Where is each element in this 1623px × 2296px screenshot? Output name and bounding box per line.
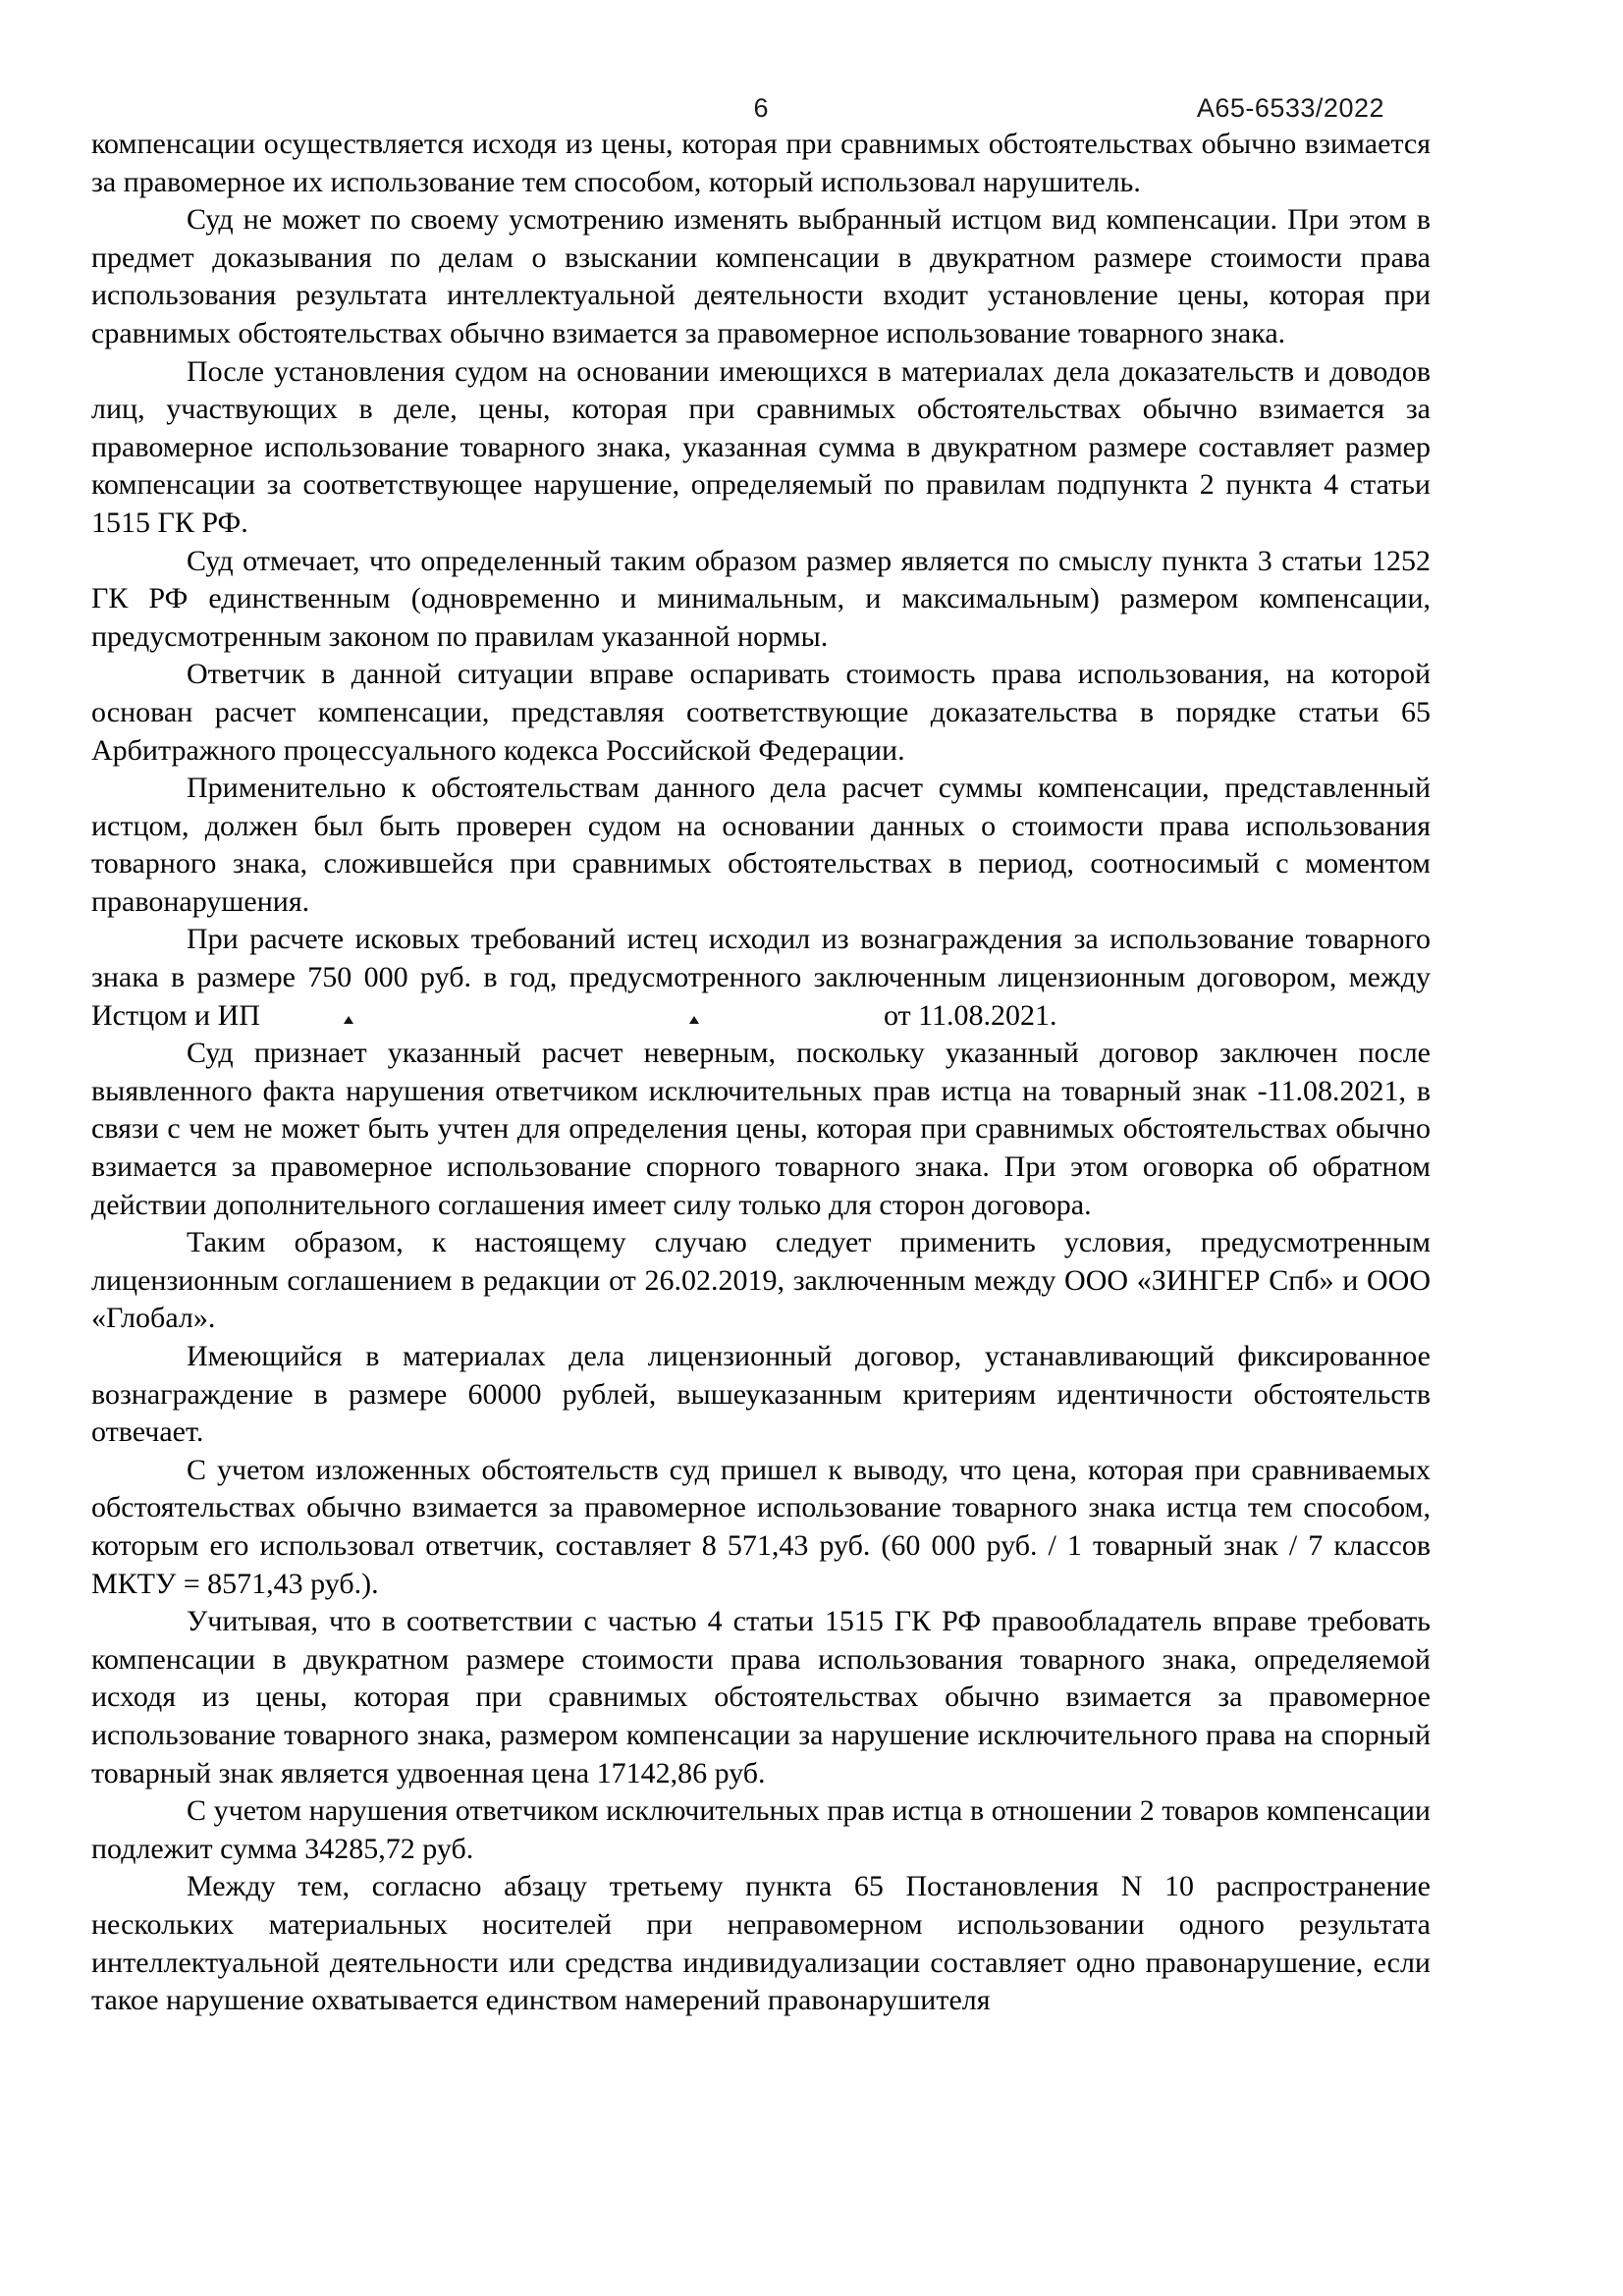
paragraph-text: При расчете исковых требований истец исходил из вознаграждения за использование товарного знака в размере 750 000 руб. в год, предусмотренного заключенным лицензионным договором, между Истцом и ИП (91, 923, 1431, 1032)
page-header (91, 90, 1431, 126)
paragraph: компенсации осуществляется исходя из цены, которая при сравнимых обстоятельствах обычно взимается за правомерное их использование тем способом, который использовал нарушитель. (91, 128, 1431, 198)
redaction-mark-icon (689, 1016, 699, 1024)
paragraph: После установления судом на основании имеющихся в материалах дела доказательств и доводов лиц, участвующих в деле, цены, которая при сравнимых обстоятельствах обычно взимается за правомерное использование товарного знака, указанная сумма в двукратном размере составляет размер компенсации за соответствующее нарушение, определяемый по правилам подпункта 2 пункта 4 статьи 1515 ГК РФ. (91, 354, 1431, 539)
paragraph: С учетом нарушения ответчиком исключительных прав истца в отношении 2 товаров компенсации подлежит сумма 34285,72 руб. (91, 1794, 1431, 1865)
paragraph-with-redaction (91, 921, 1431, 1035)
paragraph: Учитывая, что в соответствии с частью 4 статьи 1515 ГК РФ правообладатель вправе требовать компенсации в двукратном размере стоимости права использования товарного знака, определяемой исходя из цены, которая при сравнимых обстоятельствах обычно взимается за правомерное использование товарного знака, размером компенсации за нарушение исключительного права на спорный товарный знак является удвоенная цена 17142,86 руб. (91, 1605, 1431, 1789)
paragraph: Таким образом, к настоящему случаю следует применить условия, предусмотренным лицензионным соглашением в редакции от 26.02.2019, заключенным между ООО «ЗИНГЕР Спб» и ООО «Глобал». (91, 1226, 1431, 1335)
paragraph: Применительно к обстоятельствам данного дела расчет суммы компенсации, представленный истцом, должен был быть проверен судом на основании данных о стоимости права использования товарного знака, сложившейся при сравнимых обстоятельствах в период, соотносимый с моментом правонарушения. (91, 772, 1431, 918)
page-number: 6 (753, 93, 769, 123)
document-body (91, 126, 1431, 2020)
redaction-gap (267, 1023, 876, 1025)
paragraph: Ответчик в данной ситуации вправе оспаривать стоимость права использования, на которой основан расчет компенсации, представляя соответствующие доказательства в порядке статьи 65 Арбитражного процессуального кодекса Российской Федерации. (91, 658, 1431, 767)
case-number: А65-6533/2022 (1196, 93, 1384, 123)
paragraph: Имеющийся в материалах дела лицензионный договор, устанавливающий фиксированное вознаграждение в размере 60000 рублей, вышеуказанным критериям идентичности обстоятельств отвечает. (91, 1340, 1431, 1449)
paragraph: С учетом изложенных обстоятельств суд пришел к выводу, что цена, которая при сравниваемых обстоятельствах обычно взимается за правомерное использование товарного знака истца тем способом, которым его использовал ответчик, составляет 8 571,43 руб. (60 000 руб. / 1 товарный знак / 7 классов МКТУ = 8571,43 руб.). (91, 1453, 1431, 1600)
paragraph-text: от 11.08.2021. (883, 998, 1057, 1032)
paragraph: Суд отмечает, что определенный таким образом размер является по смыслу пункта 3 статьи 1252 ГК РФ единственным (одновременно и минимальным, и максимальным) размером компенсации, предусмотренным законом по правилам указанной нормы. (91, 544, 1431, 653)
paragraph: Суд не может по своему усмотрению изменять выбранный истцом вид компенсации. При этом в предмет доказывания по делам о взыскании компенсации в двукратном размере стоимости права использования результата интеллектуальной деятельности входит установление цены, которая при сравнимых обстоятельствах обычно взимается за правомерное использование товарного знака. (91, 203, 1431, 349)
redaction-mark-icon (344, 1016, 353, 1024)
paragraph: Суд признает указанный расчет неверным, поскольку указанный договор заключен после выявленного факта нарушения ответчиком исключительных прав истца на товарный знак -11.08.2021, в связи с чем не может быть учтен для определения цены, которая при сравнимых обстоятельствах обычно взимается за правомерное использование спорного товарного знака. При этом оговорка об обратном действии дополнительного соглашения имеет силу только для сторон договора. (91, 1037, 1431, 1221)
paragraph: Между тем, согласно абзацу третьему пункта 65 Постановления N 10 распространение нескольких материальных носителей при неправомерном использовании одного результата интеллектуальной деятельности или средства индивидуализации составляет одно правонарушение, если такое нарушение охватывается единством намерений правонарушителя (91, 1870, 1431, 2017)
